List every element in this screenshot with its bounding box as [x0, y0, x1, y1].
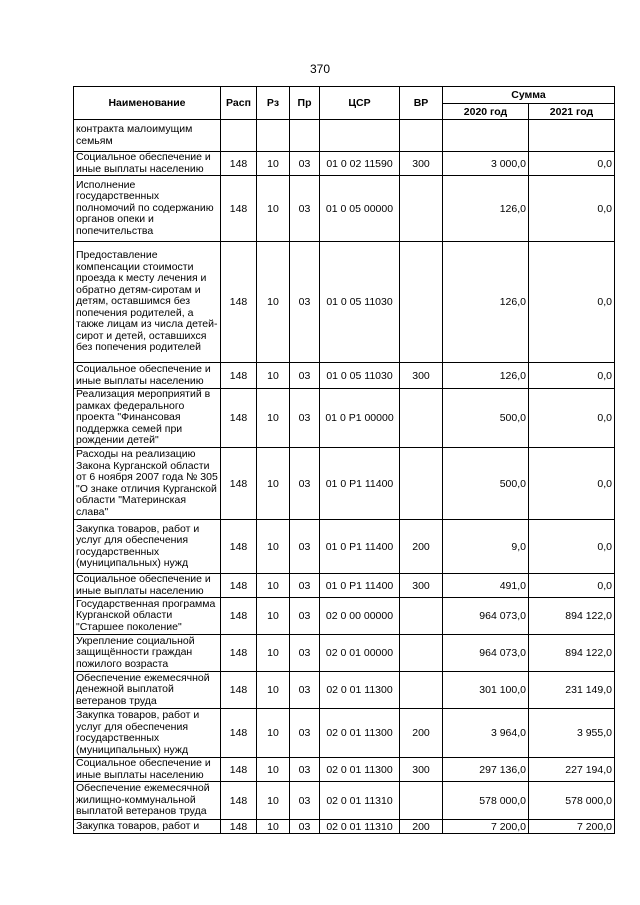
cell-y2021: 0,0	[529, 242, 615, 363]
cell-name: Социальное обеспечение и иные выплаты населению	[74, 574, 221, 598]
cell-y2020: 964 073,0	[443, 635, 529, 672]
cell-y2020: 7 200,0	[443, 820, 529, 834]
cell-y2021: 0,0	[529, 363, 615, 389]
cell-rz: 10	[257, 389, 290, 448]
cell-csr: 02 0 01 11300	[320, 709, 400, 758]
cell-csr: 02 0 01 11310	[320, 820, 400, 834]
cell-name: Обеспечение ежемесячной жилищно-коммунальной выплатой ветеранов труда	[74, 782, 221, 820]
header-name: Наименование	[74, 87, 221, 120]
cell-rasp	[221, 120, 257, 152]
cell-y2020: 9,0	[443, 520, 529, 574]
cell-pr: 03	[290, 520, 320, 574]
cell-rz: 10	[257, 598, 290, 635]
table-row	[74, 152, 615, 176]
cell-y2021: 231 149,0	[529, 672, 615, 709]
cell-pr: 03	[290, 758, 320, 782]
header-2021: 2021 год	[529, 104, 615, 120]
cell-name: Исполнение государственных полномочий по содержанию органов опеки и попечительства	[74, 176, 221, 242]
cell-y2020: 500,0	[443, 389, 529, 448]
cell-rasp: 148	[221, 520, 257, 574]
cell-rasp: 148	[221, 635, 257, 672]
cell-vr	[400, 389, 443, 448]
table-body	[74, 120, 615, 834]
cell-rz	[257, 120, 290, 152]
cell-y2020	[443, 120, 529, 152]
cell-rasp: 148	[221, 782, 257, 820]
cell-y2021	[529, 120, 615, 152]
cell-vr	[400, 635, 443, 672]
cell-csr: 01 0 P1 11400	[320, 448, 400, 520]
cell-pr: 03	[290, 363, 320, 389]
cell-csr: 02 0 01 11300	[320, 758, 400, 782]
cell-rasp: 148	[221, 820, 257, 834]
cell-rz: 10	[257, 448, 290, 520]
cell-pr: 03	[290, 574, 320, 598]
cell-csr: 01 0 P1 11400	[320, 520, 400, 574]
cell-y2020: 578 000,0	[443, 782, 529, 820]
cell-name: Социальное обеспечение и иные выплаты населению	[74, 152, 221, 176]
header-csr: ЦСР	[320, 87, 400, 120]
cell-y2020: 3 000,0	[443, 152, 529, 176]
table-row	[74, 635, 615, 672]
cell-csr: 01 0 05 11030	[320, 363, 400, 389]
cell-y2021: 0,0	[529, 574, 615, 598]
cell-name: контракта малоимущим семьям	[74, 120, 221, 152]
table-row	[74, 520, 615, 574]
cell-y2020: 301 100,0	[443, 672, 529, 709]
cell-csr: 01 0 05 00000	[320, 176, 400, 242]
table-row	[74, 782, 615, 820]
cell-vr	[400, 782, 443, 820]
cell-pr: 03	[290, 709, 320, 758]
cell-y2021: 0,0	[529, 520, 615, 574]
cell-y2021: 0,0	[529, 176, 615, 242]
cell-y2021: 894 122,0	[529, 635, 615, 672]
cell-csr: 01 0 P1 00000	[320, 389, 400, 448]
cell-name: Закупка товаров, работ и услуг для обеспечения государственных (муниципальных) нужд	[74, 709, 221, 758]
header-vr: ВР	[400, 87, 443, 120]
cell-name: Реализация мероприятий в рамках федерального проекта "Финансовая поддержка семей при рождении детей"	[74, 389, 221, 448]
cell-pr	[290, 120, 320, 152]
cell-rasp: 148	[221, 709, 257, 758]
cell-rasp: 148	[221, 176, 257, 242]
table-row	[74, 242, 615, 363]
cell-name: Закупка товаров, работ и	[74, 820, 221, 834]
cell-y2021: 894 122,0	[529, 598, 615, 635]
cell-name: Расходы на реализацию Закона Курганской области от 6 ноября 2007 года № 305 "О знаке отличия Курганской области "Материнская слава"	[74, 448, 221, 520]
cell-vr: 200	[400, 820, 443, 834]
header-2020: 2020 год	[443, 104, 529, 120]
cell-name: Укрепление социальной защищённости граждан пожилого возраста	[74, 635, 221, 672]
cell-pr: 03	[290, 782, 320, 820]
cell-rz: 10	[257, 152, 290, 176]
cell-rasp: 148	[221, 152, 257, 176]
cell-rz: 10	[257, 574, 290, 598]
cell-vr: 200	[400, 709, 443, 758]
cell-vr	[400, 598, 443, 635]
cell-rz: 10	[257, 242, 290, 363]
cell-y2020: 964 073,0	[443, 598, 529, 635]
cell-y2020: 491,0	[443, 574, 529, 598]
cell-csr: 01 0 P1 11400	[320, 574, 400, 598]
cell-y2021: 0,0	[529, 152, 615, 176]
cell-vr	[400, 242, 443, 363]
header-sum: Сумма	[443, 87, 615, 104]
cell-vr: 300	[400, 363, 443, 389]
table-row	[74, 120, 615, 152]
cell-vr: 300	[400, 152, 443, 176]
header-rz: Рз	[257, 87, 290, 120]
cell-rz: 10	[257, 782, 290, 820]
cell-vr	[400, 672, 443, 709]
cell-csr	[320, 120, 400, 152]
cell-rasp: 148	[221, 758, 257, 782]
cell-name: Предоставление компенсации стоимости проезда к месту лечения и обратно детям-сиротам и детям, оставшимся без попечения родителей, а также лицам из числа детей-сирот и детей, оставшихся без попечения родителей	[74, 242, 221, 363]
cell-rz: 10	[257, 709, 290, 758]
cell-rasp: 148	[221, 363, 257, 389]
cell-pr: 03	[290, 448, 320, 520]
cell-rasp: 148	[221, 672, 257, 709]
cell-csr: 02 0 01 11300	[320, 672, 400, 709]
cell-rz: 10	[257, 176, 290, 242]
cell-rasp: 148	[221, 389, 257, 448]
cell-y2021: 578 000,0	[529, 782, 615, 820]
cell-name: Государственная программа Курганской области "Старшее поколение"	[74, 598, 221, 635]
cell-rasp: 148	[221, 242, 257, 363]
page-number: 370	[309, 62, 331, 76]
cell-csr: 02 0 01 00000	[320, 635, 400, 672]
cell-rasp: 148	[221, 574, 257, 598]
cell-y2021: 3 955,0	[529, 709, 615, 758]
cell-pr: 03	[290, 820, 320, 834]
table-row	[74, 820, 615, 834]
cell-y2021: 0,0	[529, 389, 615, 448]
table-row	[74, 448, 615, 520]
budget-table	[73, 86, 615, 834]
cell-vr	[400, 120, 443, 152]
table-row	[74, 389, 615, 448]
table-row	[74, 176, 615, 242]
cell-vr	[400, 448, 443, 520]
cell-rz: 10	[257, 635, 290, 672]
table-row	[74, 574, 615, 598]
cell-vr: 200	[400, 520, 443, 574]
cell-rz: 10	[257, 672, 290, 709]
cell-pr: 03	[290, 389, 320, 448]
cell-pr: 03	[290, 598, 320, 635]
cell-y2021: 7 200,0	[529, 820, 615, 834]
cell-vr	[400, 176, 443, 242]
table-row	[74, 598, 615, 635]
cell-y2021: 227 194,0	[529, 758, 615, 782]
cell-y2020: 126,0	[443, 363, 529, 389]
cell-rz: 10	[257, 520, 290, 574]
cell-name: Социальное обеспечение и иные выплаты населению	[74, 363, 221, 389]
cell-vr: 300	[400, 758, 443, 782]
cell-y2020: 500,0	[443, 448, 529, 520]
cell-pr: 03	[290, 635, 320, 672]
table-row	[74, 672, 615, 709]
cell-name: Закупка товаров, работ и услуг для обеспечения государственных (муниципальных) нужд	[74, 520, 221, 574]
header-pr: Пр	[290, 87, 320, 120]
cell-y2020: 297 136,0	[443, 758, 529, 782]
cell-pr: 03	[290, 176, 320, 242]
cell-csr: 02 0 00 00000	[320, 598, 400, 635]
cell-rz: 10	[257, 820, 290, 834]
cell-rz: 10	[257, 758, 290, 782]
cell-csr: 01 0 05 11030	[320, 242, 400, 363]
cell-rasp: 148	[221, 598, 257, 635]
cell-csr: 01 0 02 11590	[320, 152, 400, 176]
cell-name: Обеспечение ежемесячной денежной выплатой ветеранов труда	[74, 672, 221, 709]
table-row	[74, 363, 615, 389]
cell-y2020: 126,0	[443, 242, 529, 363]
cell-name: Социальное обеспечение и иные выплаты населению	[74, 758, 221, 782]
table-row	[74, 758, 615, 782]
cell-y2021: 0,0	[529, 448, 615, 520]
cell-rz: 10	[257, 363, 290, 389]
cell-y2020: 3 964,0	[443, 709, 529, 758]
cell-pr: 03	[290, 152, 320, 176]
cell-pr: 03	[290, 242, 320, 363]
cell-csr: 02 0 01 11310	[320, 782, 400, 820]
cell-pr: 03	[290, 672, 320, 709]
table-row	[74, 709, 615, 758]
cell-y2020: 126,0	[443, 176, 529, 242]
cell-vr: 300	[400, 574, 443, 598]
header-rasp: Расп	[221, 87, 257, 120]
cell-rasp: 148	[221, 448, 257, 520]
